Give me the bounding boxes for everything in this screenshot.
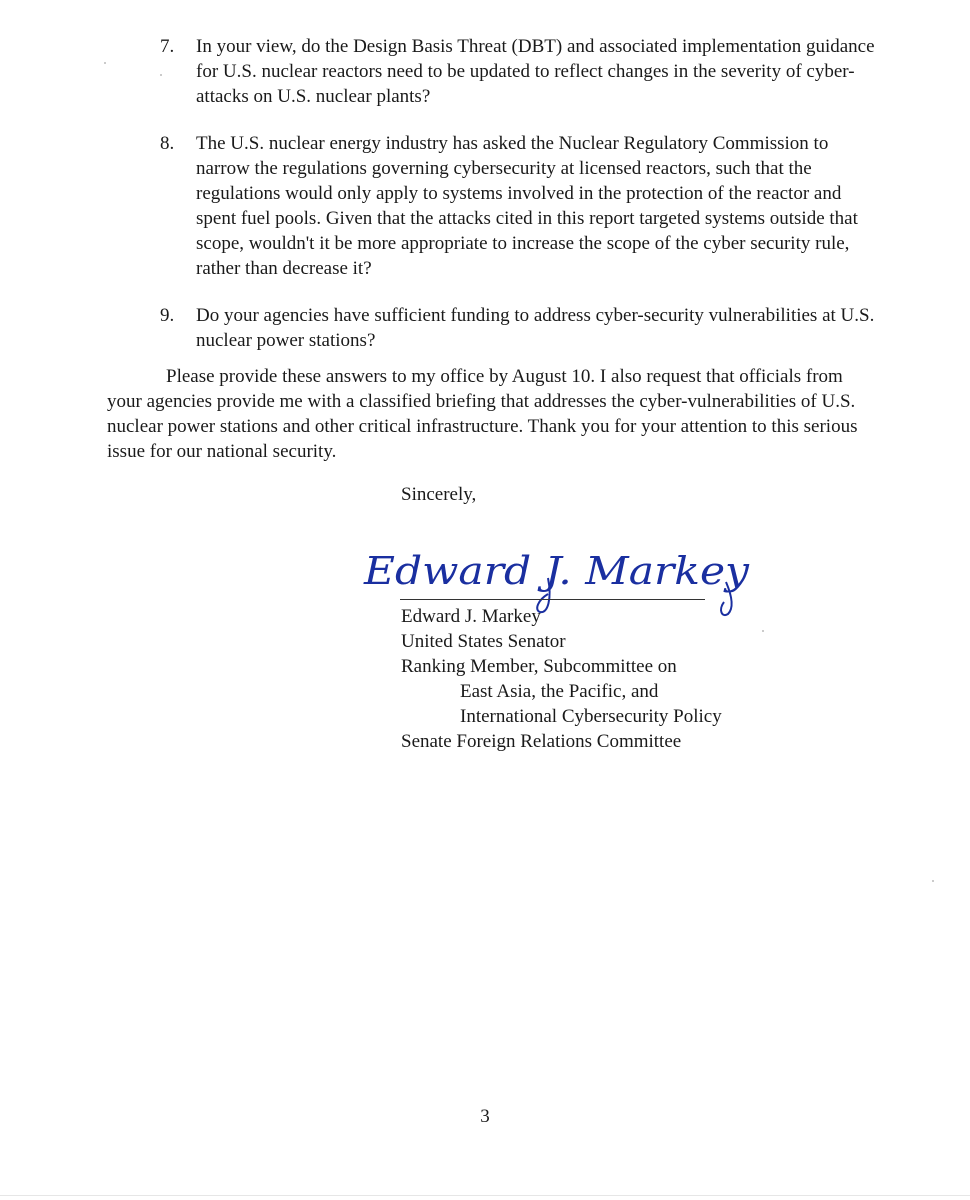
signer-committee: Senate Foreign Relations Committee bbox=[401, 731, 682, 752]
question-list bbox=[160, 34, 880, 375]
question-number: 7. bbox=[160, 36, 175, 57]
signature-line bbox=[400, 599, 705, 600]
question-item bbox=[160, 303, 880, 353]
scan-speck bbox=[160, 74, 162, 76]
signer-role: Ranking Member, Subcommittee on bbox=[401, 656, 677, 677]
signer-block bbox=[401, 604, 722, 754]
scan-speck bbox=[104, 62, 106, 64]
signer-role-continued: International Cybersecurity Policy bbox=[460, 706, 722, 727]
question-text: In your view, do the Design Basis Threat (DBT) and associated implementation guidance for U.S. nuclear reactors need to be updated to reflect changes in the severity of cyber-attacks on U.S. nuclear plants? bbox=[196, 36, 875, 107]
signer-title: United States Senator bbox=[401, 631, 566, 652]
question-text: Do your agencies have sufficient funding to address cyber-security vulnerabilities at U.S. nuclear power stations? bbox=[196, 305, 875, 351]
question-number: 8. bbox=[160, 133, 175, 154]
page-number: 3 bbox=[480, 1106, 490, 1127]
question-item bbox=[160, 34, 880, 109]
question-text: The U.S. nuclear energy industry has asked the Nuclear Regulatory Commission to narrow the regulations governing cybersecurity at licensed reactors, such that the regulations would only apply to systems involved in the protection of the reactor and spent fuel pools. Given that the attacks cited in this report targeted systems outside that scope, wouldn't it be more appropriate to increase the scope of the cyber security rule, rather than decrease it? bbox=[196, 133, 858, 279]
scan-speck bbox=[762, 630, 764, 632]
question-item bbox=[160, 131, 880, 281]
closing-paragraph: Please provide these answers to my office by August 10. I also request that officials from your agencies provide me with a classified briefing that addresses the cyber-vulnerabilities of U.S. nuclear power stations and other critical infrastructure. Thank you for your attention to this serious issue for our national security. bbox=[107, 366, 858, 462]
scan-speck bbox=[932, 880, 934, 882]
question-number: 9. bbox=[160, 305, 175, 326]
signoff: Sincerely, bbox=[401, 484, 477, 505]
page-edge bbox=[0, 1195, 970, 1196]
signer-name: Edward J. Markey bbox=[401, 606, 541, 627]
signature-script: Edward J. Markey bbox=[362, 549, 750, 593]
signer-role-continued: East Asia, the Pacific, and bbox=[460, 681, 659, 702]
